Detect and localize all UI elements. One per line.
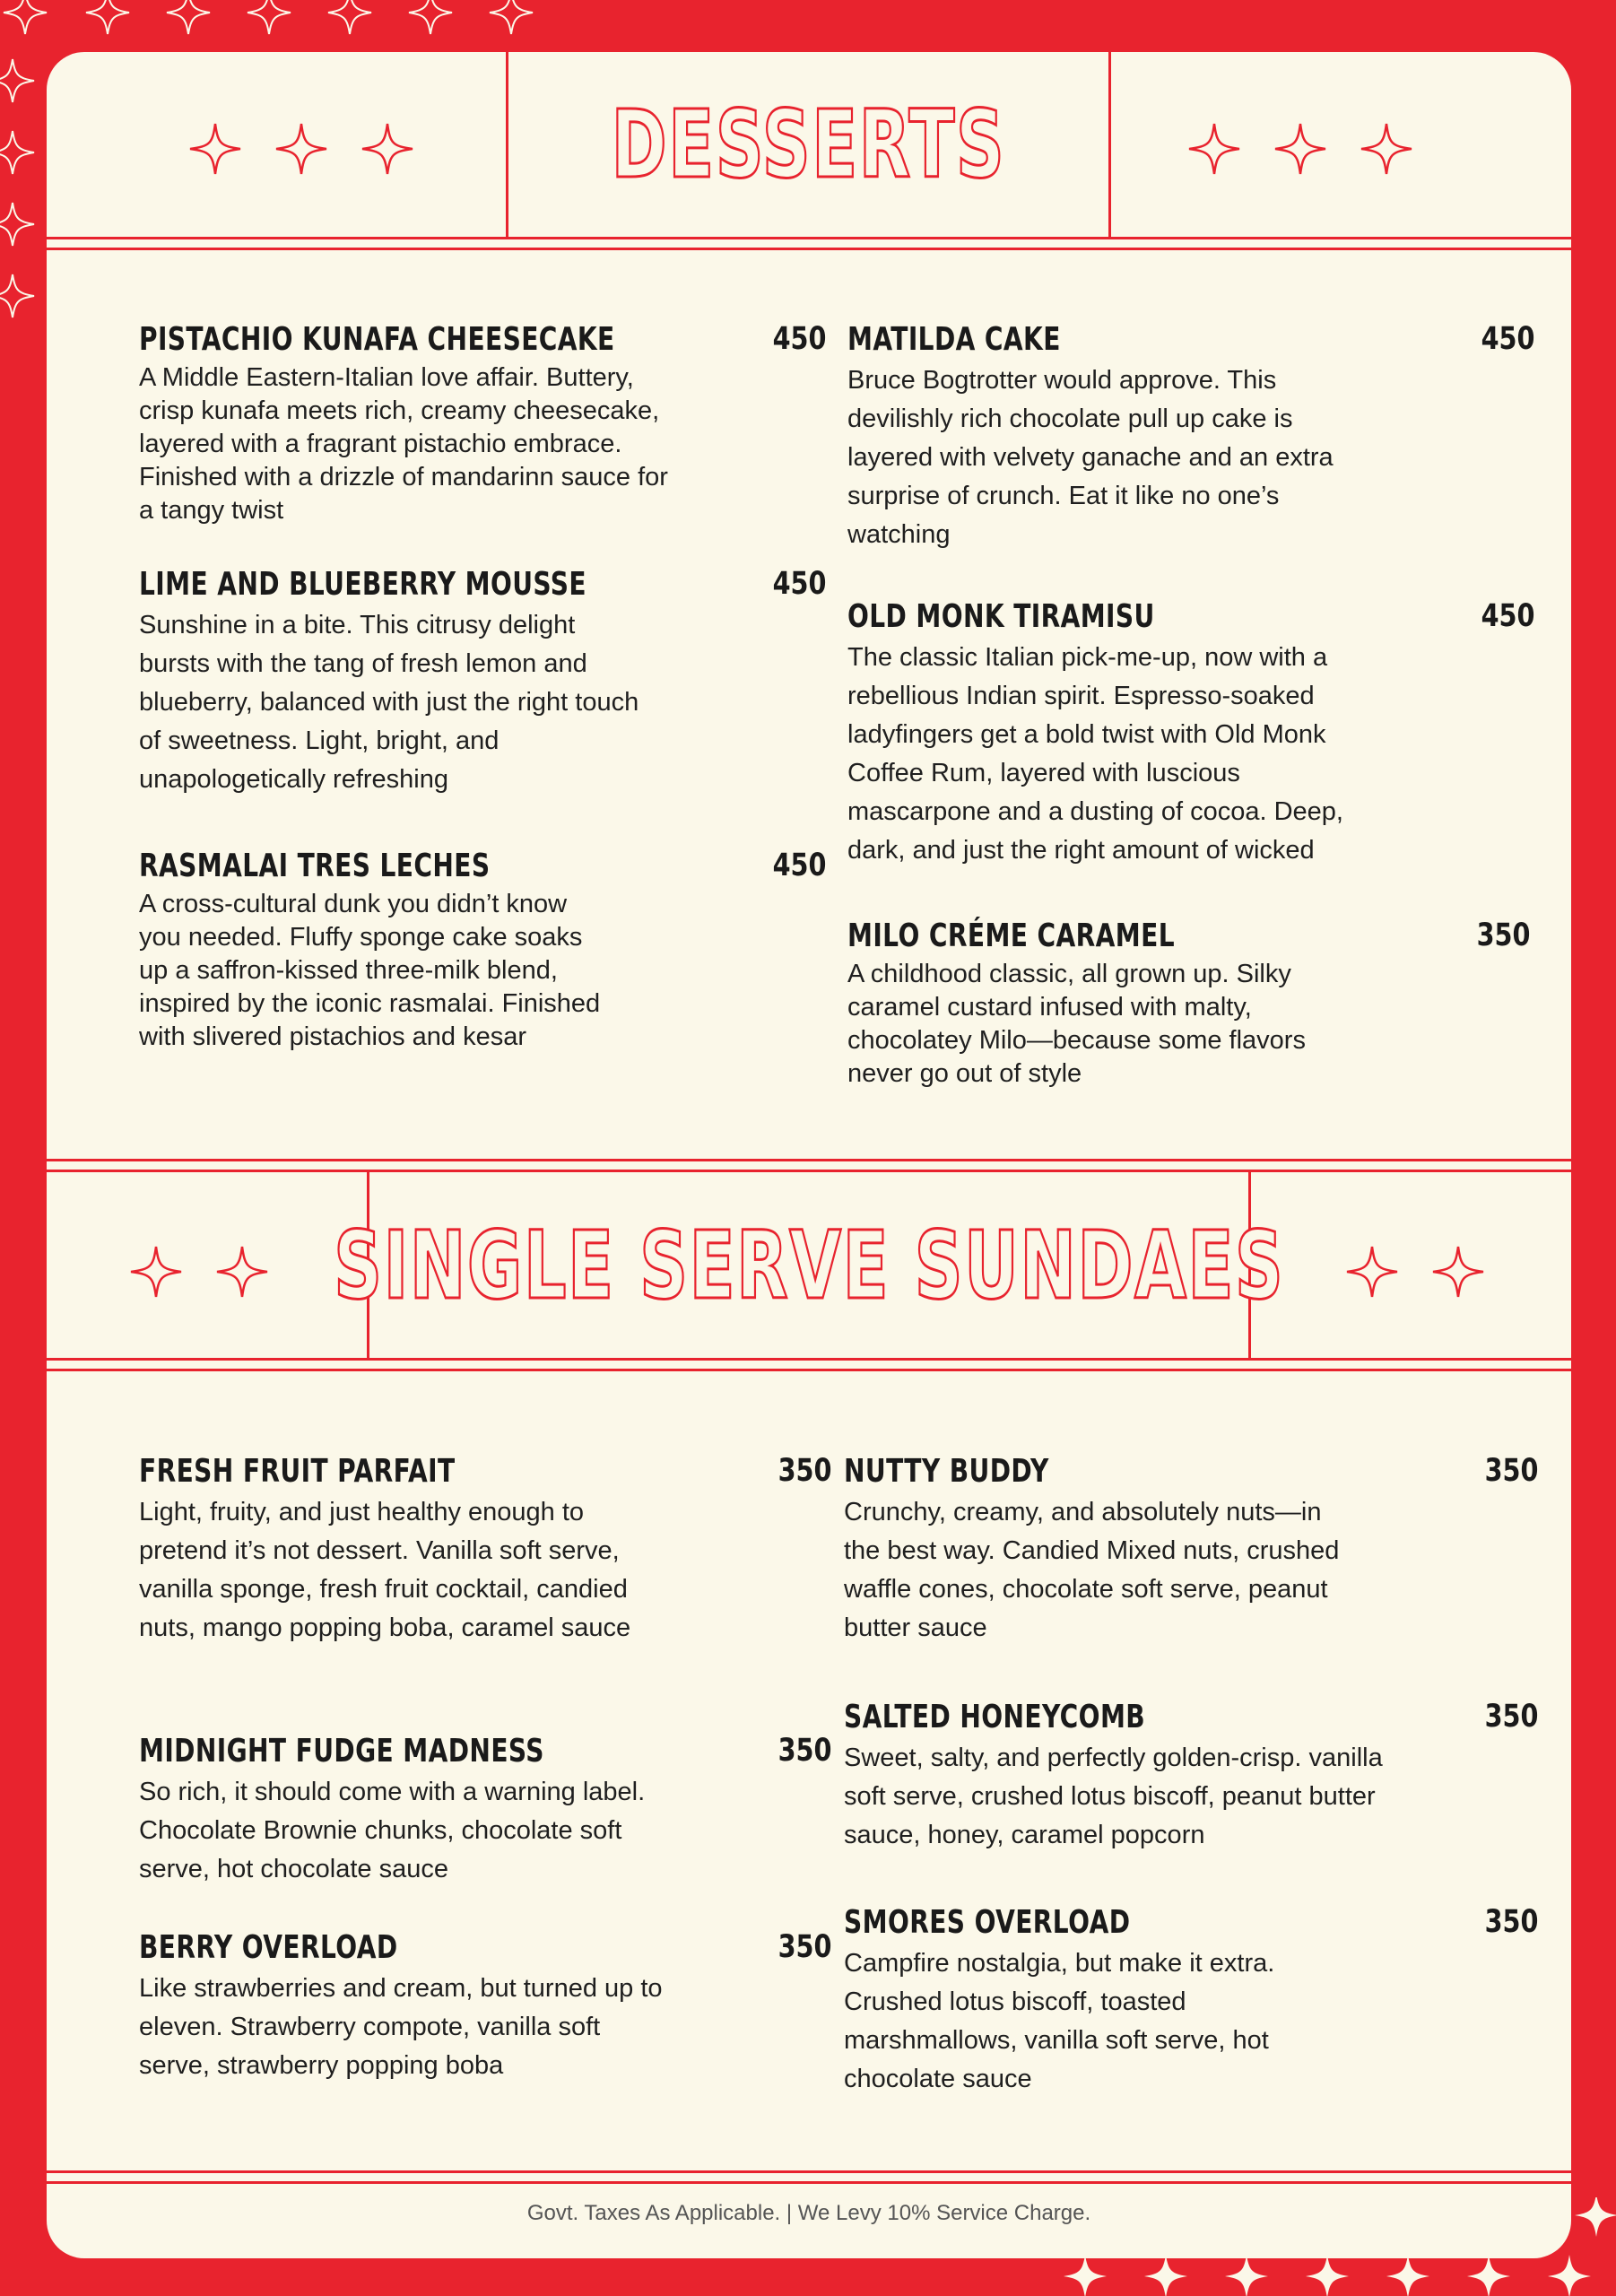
item-name: NUTTY BUDDY bbox=[844, 1453, 1049, 1490]
item-name: MATILDA CAKE bbox=[847, 321, 1061, 358]
sparkle-icon bbox=[215, 1245, 269, 1299]
item-price: 450 bbox=[1481, 321, 1535, 357]
item-price: 450 bbox=[772, 566, 827, 602]
item-name: SMORES OVERLOAD bbox=[844, 1904, 1131, 1941]
item-price: 350 bbox=[778, 1453, 832, 1489]
item-name: FRESH FRUIT PARFAIT bbox=[139, 1453, 456, 1490]
item-name: PISTACHIO KUNAFA CHEESECAKE bbox=[139, 321, 615, 358]
item-description: A childhood classic, all grown up. Silky caramel custard infused with malty, chocolatey Milo—because some flavors never go out of style bbox=[847, 960, 1306, 1088]
item-name: RASMALAI TRES LECHES bbox=[139, 848, 491, 884]
sparkle-icon bbox=[1345, 1245, 1399, 1299]
sparkle-icon bbox=[1273, 122, 1327, 176]
sparkle-icon bbox=[1360, 122, 1413, 176]
footer-rule-double bbox=[47, 2181, 1571, 2184]
menu-item bbox=[139, 321, 827, 527]
item-price: 450 bbox=[772, 321, 827, 357]
item-name: SALTED HONEYCOMB bbox=[844, 1699, 1146, 1735]
header-rule bbox=[47, 237, 1571, 239]
item-price: 350 bbox=[1484, 1453, 1539, 1489]
item-name: BERRY OVERLOAD bbox=[139, 1929, 398, 1966]
sparkle-icon bbox=[361, 122, 414, 176]
menu-page bbox=[47, 52, 1571, 2258]
sundaes-rule-bottom-double bbox=[47, 1369, 1571, 1371]
menu-item bbox=[139, 1453, 832, 1648]
sparkle-icon bbox=[129, 1245, 183, 1299]
sparkle-icon bbox=[188, 122, 242, 176]
sparkle-icon bbox=[1187, 122, 1241, 176]
sundaes-rule-top bbox=[47, 1159, 1571, 1161]
menu-item bbox=[139, 848, 827, 1054]
item-description: The classic Italian pick-me-up, now with a rebellious Indian spirit. Espresso-soaked ladyfingers get a bold twist with Old Monk Coffee Rum, layered with luscious mascarpone and a dusting of cocoa. Deep, dark, and just the right amount of wicked bbox=[847, 643, 1343, 865]
menu-item bbox=[844, 1453, 1539, 1648]
desserts-title-cell bbox=[508, 52, 1108, 237]
item-price: 350 bbox=[1476, 918, 1531, 953]
item-price: 350 bbox=[1484, 1699, 1539, 1735]
menu-item bbox=[844, 1904, 1539, 2099]
item-description: Like strawberries and cream, but turned up to eleven. Strawberry compote, vanilla soft serve, strawberry popping boba bbox=[139, 1974, 663, 2080]
sundaes-rule-bottom bbox=[47, 1358, 1571, 1361]
desserts-stars-right bbox=[1187, 122, 1413, 176]
item-description: A Middle Eastern-Italian love affair. Buttery, crisp kunafa meets rich, creamy cheesecake, layered with a fragrant pistachio embrace. Finished with a drizzle of mandarinn sauce for a tangy twist bbox=[139, 363, 668, 525]
item-description: So rich, it should come with a warning label. Chocolate Brownie chunks, chocolate soft serve, hot chocolate sauce bbox=[139, 1778, 646, 1883]
menu-item bbox=[139, 1733, 832, 1889]
item-name: LIME AND BLUEBERRY MOUSSE bbox=[139, 566, 586, 603]
menu-item bbox=[847, 598, 1535, 870]
menu-item bbox=[139, 1929, 832, 2085]
item-description: Campfire nostalgia, but make it extra. Crushed lotus biscoff, toasted marshmallows, vanilla soft serve, hot chocolate sauce bbox=[844, 1949, 1275, 2093]
item-description: Light, fruity, and just healthy enough to pretend it’s not dessert. Vanilla soft serve, vanilla sponge, fresh fruit cocktail, candied nuts, mango popping boba, caramel sauce bbox=[139, 1498, 631, 1642]
item-description: A cross-cultural dunk you didn’t know you needed. Fluffy sponge cake soaks up a saffron-kissed three-milk blend, inspired by the iconic rasmalai. Finished with slivered pistachios and kesar bbox=[139, 890, 601, 1051]
section-title-desserts: DESSERTS bbox=[611, 90, 1006, 199]
sundaes-stars-left bbox=[129, 1245, 269, 1299]
menu-item bbox=[847, 321, 1535, 554]
menu-item bbox=[139, 566, 827, 799]
item-price: 350 bbox=[778, 1733, 832, 1769]
item-description: Bruce Bogtrotter would approve. This devilishly rich chocolate pull up cake is layered with velvety ganache and an extra surprise of crunch. Eat it like no one’s watching bbox=[847, 366, 1334, 549]
item-name: MIDNIGHT FUDGE MADNESS bbox=[139, 1733, 544, 1770]
header-rule-double bbox=[47, 248, 1571, 250]
item-price: 350 bbox=[778, 1929, 832, 1965]
item-name: OLD MONK TIRAMISU bbox=[847, 598, 1155, 635]
sundaes-stars-right bbox=[1345, 1245, 1485, 1299]
item-price: 450 bbox=[772, 848, 827, 883]
menu-item bbox=[847, 918, 1529, 1091]
header-divider-right bbox=[1108, 52, 1111, 237]
item-description: Crunchy, creamy, and absolutely nuts—in the best way. Candied Mixed nuts, crushed waffle cones, chocolate soft serve, peanut butter sauce bbox=[844, 1498, 1340, 1642]
sparkle-icon bbox=[274, 122, 328, 176]
item-name: MILO CRÉME CARAMEL bbox=[847, 918, 1175, 954]
footer-note: Govt. Taxes As Applicable. | We Levy 10% Service Charge. bbox=[526, 2201, 1091, 2225]
menu-item bbox=[844, 1699, 1539, 1855]
desserts-stars-left bbox=[188, 122, 414, 176]
sparkle-icon bbox=[1431, 1245, 1485, 1299]
sundaes-title-cell bbox=[333, 1172, 1285, 1358]
item-description: Sunshine in a bite. This citrusy delight bursts with the tang of fresh lemon and blueberry, balanced with just the right touch of sweetness. Light, bright, and unapologetically refreshing bbox=[139, 611, 639, 794]
item-price: 450 bbox=[1481, 598, 1535, 634]
item-price: 350 bbox=[1484, 1904, 1539, 1940]
item-description: Sweet, salty, and perfectly golden-crisp. vanilla soft serve, crushed lotus biscoff, peanut butter sauce, honey, caramel popcorn bbox=[844, 1744, 1383, 1849]
footer-rule bbox=[47, 2170, 1571, 2173]
section-title-sundaes: SINGLE SERVE SUNDAES bbox=[333, 1210, 1285, 1320]
